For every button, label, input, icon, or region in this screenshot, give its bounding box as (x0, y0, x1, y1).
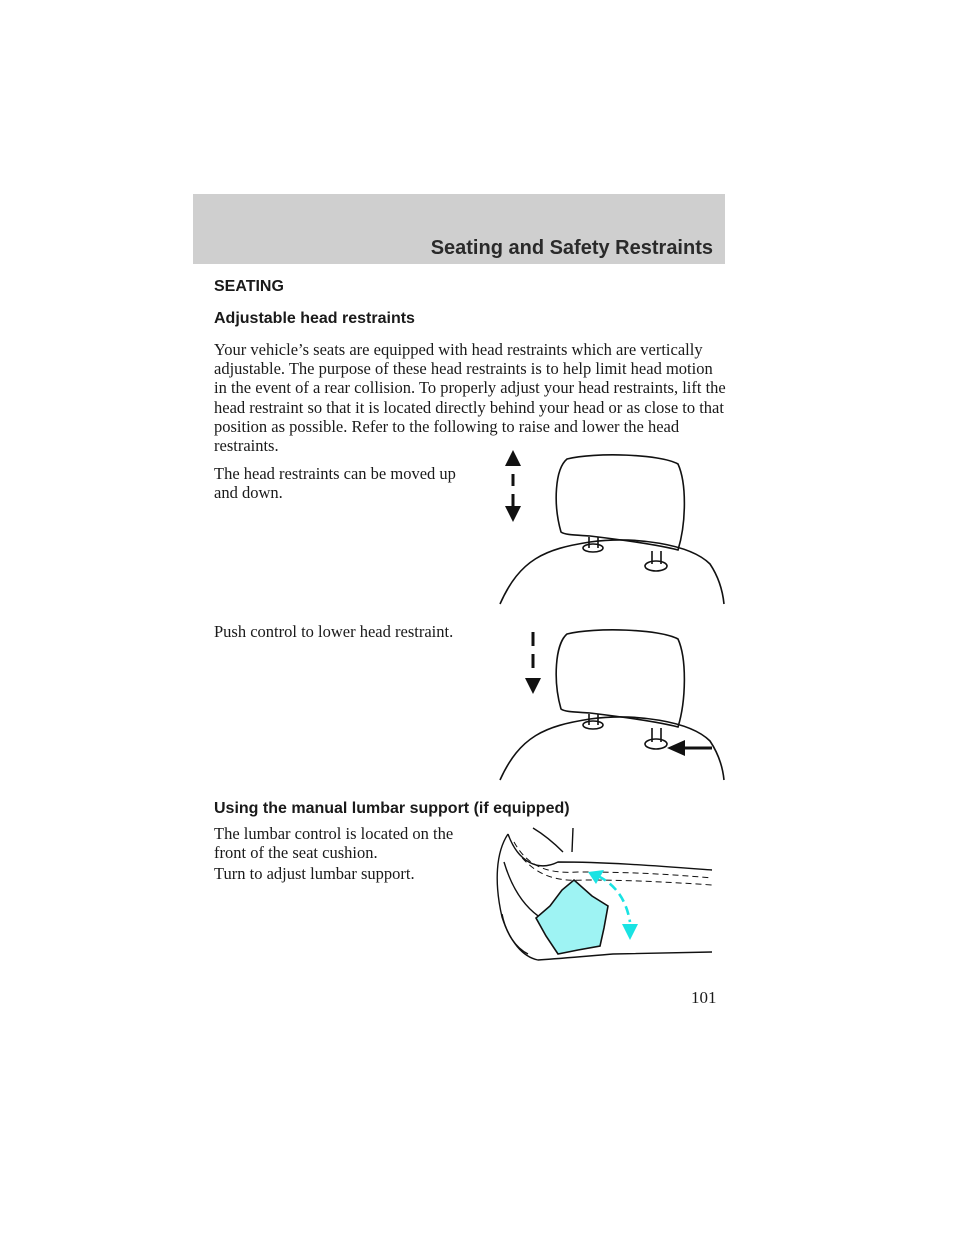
section-title: SEATING (214, 278, 284, 295)
header-bar (193, 194, 725, 264)
head-restraints-lower-text: Push control to lower head restraint. (214, 622, 454, 641)
lumbar-support-figure (488, 822, 724, 964)
down-arrow-icon (525, 632, 541, 694)
lumbar-location-text: The lumbar control is located on the front of the seat cushion. (214, 824, 454, 863)
head-restraints-heading: Adjustable head restraints (214, 310, 415, 327)
chapter-title: Seating and Safety Restraints (430, 237, 713, 259)
push-control-arrow-icon (667, 740, 712, 756)
head-restraints-intro: Your vehicle’s seats are equipped with head restraints which are vertically adjustable. The purpose of these head restraints is to help limit head motion in the event of a rear collision. To properly adjust your head restraints, lift the head restraint so that it is located directly behind your head or as close to that position as possible. Refer to the following to raise and lower the head restraints. (214, 340, 726, 456)
head-restraint-up-down-figure (495, 444, 730, 606)
up-down-arrow-icon (505, 450, 521, 522)
lumbar-heading: Using the manual lumbar support (if equipped) (214, 800, 570, 817)
head-restraint-lower-figure (495, 614, 730, 782)
page-number: 101 (691, 988, 717, 1007)
lumbar-turn-text: Turn to adjust lumbar support. (214, 864, 415, 883)
head-restraints-move-text: The head restraints can be moved up and down. (214, 464, 456, 503)
lumbar-knob-icon (536, 880, 608, 954)
